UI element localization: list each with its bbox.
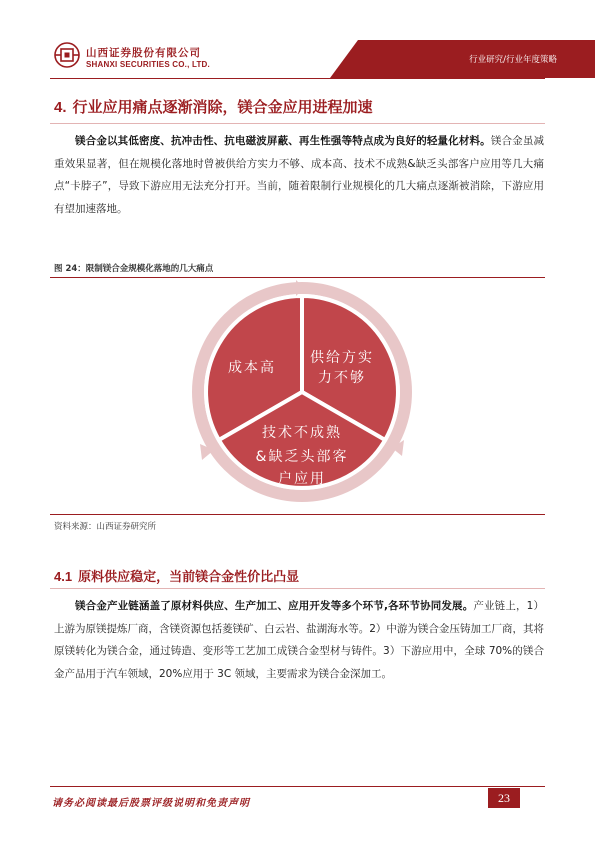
segment-label-tech-2: &缺乏头部客 [255, 449, 349, 465]
pain-points-cycle-diagram [180, 280, 425, 505]
segment-label-tech-1: 技术不成熟 [262, 425, 342, 441]
section-4-1-rule [50, 588, 545, 589]
report-type-tag: 行业研究/行业年度策略 [469, 55, 557, 65]
header-divider [50, 78, 545, 79]
section-4-lead-sentence: 镁合金以其低密度、抗冲击性、抗电磁波屏蔽、再生性强等特点成为良好的轻量化材料。 [75, 135, 491, 147]
footer-disclaimer: 请务必阅读最后股票评级说明和免责声明 [52, 798, 250, 809]
section-4-rule [50, 123, 545, 124]
page-number: 23 [488, 788, 520, 808]
company-name-cn: 山西证券股份有限公司 [86, 47, 201, 59]
section-4-paragraph [54, 130, 544, 220]
section-4-1-lead-sentence: 镁合金产业链涵盖了原材料供应、生产加工、应用开发等多个环节,各环节协同发展。 [75, 600, 474, 612]
segment-label-supply-1: 供给方实 [310, 350, 374, 366]
section-4-heading [54, 96, 373, 117]
section-4-1-heading [54, 566, 299, 585]
section-4-1-body-text: 产业链上，1）上游为原镁提炼厂商，含镁资源包括菱镁矿、白云岩、盐湖海水等。2）中游为镁合金压铸加工厂商，其将原镁转化为镁合金，通过铸造、变形等工艺加工成镁合金型材与铸件。3）下游应用中，全球 70%的镁合金产品用于汽车领域，20%应用于 3C 领域，主要需求为镁合金深加工。 [54, 600, 544, 680]
section-4-title: 行业应用痛点逐渐消除，镁合金应用进程加速 [72, 98, 373, 116]
section-4-number: 4. [54, 99, 67, 116]
segment-label-tech-3: 户应用 [278, 471, 326, 487]
company-logo-icon [54, 42, 80, 68]
section-4-1-paragraph [54, 595, 544, 685]
figure-bottom-rule [50, 514, 545, 515]
segment-label-cost: 成本高 [228, 360, 276, 376]
figure-caption: 图 24：限制镁合金规模化落地的几大痛点 [54, 264, 214, 274]
section-4-body-text: 镁合金虽减重效果显著，但在规模化落地时曾被供给方实力不够、成本高、技术不成熟&缺乏头部客户应用等几大痛点“卡脖子”，导致下游应用无法充分打开。当前，随着限制行业规模化的几大痛点逐渐被消除，下游应用有望加速落地。 [54, 135, 545, 215]
footer-divider [50, 786, 545, 787]
figure-top-rule [50, 277, 545, 278]
company-name-en: SHANXI SECURITIES CO., LTD. [86, 60, 210, 69]
figure-source: 资料来源：山西证券研究所 [54, 522, 157, 532]
page-header [0, 0, 595, 80]
segment-label-supply-2: 力不够 [318, 370, 366, 386]
section-4-1-title: 原料供应稳定，当前镁合金性价比凸显 [78, 570, 300, 585]
section-4-1-number: 4.1 [54, 569, 73, 584]
